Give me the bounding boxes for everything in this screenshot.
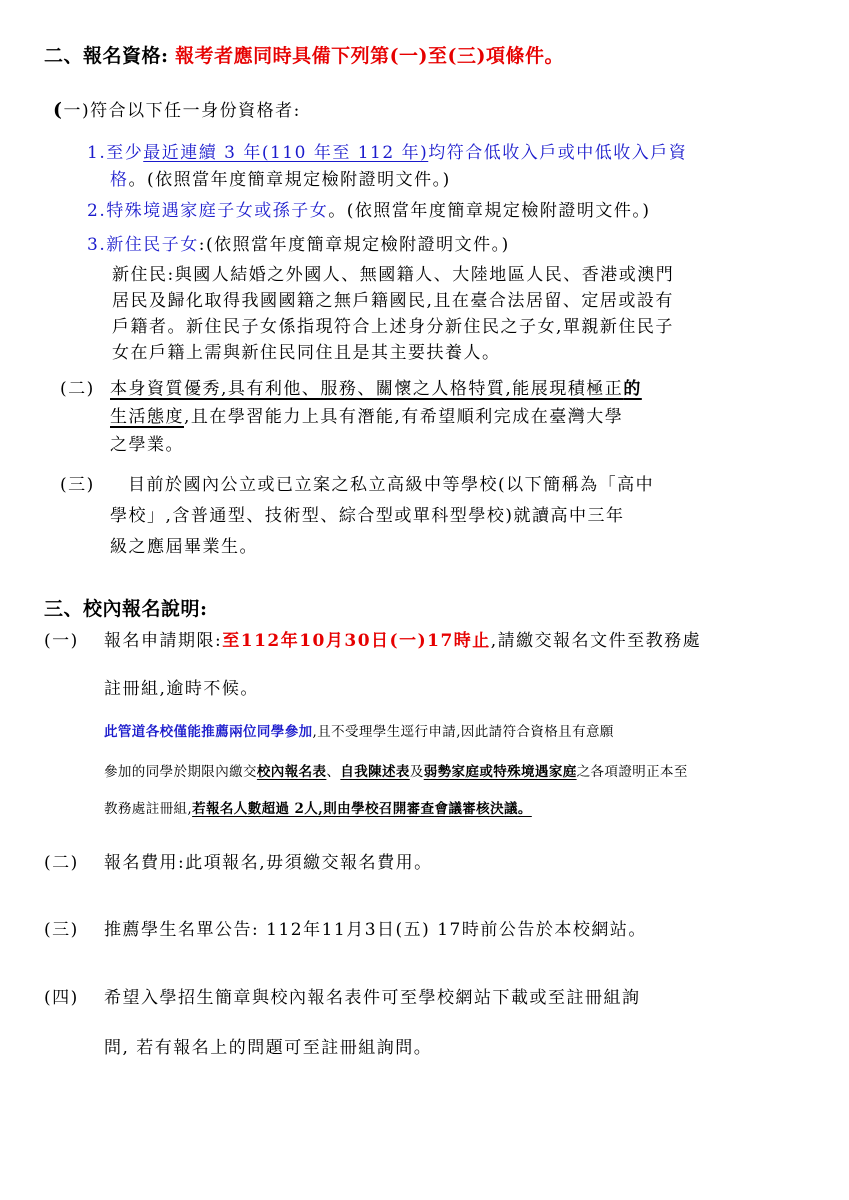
item1-note-line-3 xyxy=(104,803,532,817)
doc-self-statement: 自我陳述表 xyxy=(340,764,410,780)
item-3-desc-line: 居民及歸化取得我國國籍之無戶籍國民,且在臺合法居留、定居或設有 xyxy=(112,291,674,311)
condition-2-line2-underlined: 生活態度 xyxy=(110,407,184,427)
condition-1-text: 一)符合以下任一身份資格者: xyxy=(63,101,301,121)
section3-heading: 三、校內報名說明: xyxy=(44,598,208,620)
note-blue: 此管道各校僅能推薦兩位同學參加 xyxy=(104,724,313,740)
condition-2-label: (二) xyxy=(60,379,95,399)
condition-3-label: (三) xyxy=(60,475,95,495)
item-1-number: 1. xyxy=(87,143,107,163)
section2-heading-note: 報考者應同時具備下列第(一)至(三)項條件。 xyxy=(175,45,565,67)
item1-post: ,請繳交報名文件至教務處 xyxy=(490,631,702,651)
section3-item-3-text: 推薦學生名單公告: 112年11月3日(五) 17時前公告於本校網站。 xyxy=(104,920,647,940)
item-3-number: 3. xyxy=(87,235,107,255)
section3-item-1-label: (一) xyxy=(44,631,79,651)
item-3-desc-line: 戶籍者。新住民子女係指現符合上述身分新住民之子女,單親新住民子 xyxy=(112,317,674,337)
section2-heading: 二、報名資格: xyxy=(44,45,169,67)
item-2-rest: 。(依照當年度簡章規定檢附證明文件。) xyxy=(328,201,651,221)
doc-disadvantaged-family: 弱勢家庭或特殊境遇家庭 xyxy=(423,764,577,780)
section3-item-4-line-2: 問, 若有報名上的問題可至註冊組詢問。 xyxy=(104,1038,433,1058)
section3-item-4-label: (四) xyxy=(44,988,79,1008)
note-line3-bold: 若報名人數超過 2人,則由學校召開審查會議審核決議。 xyxy=(192,801,532,817)
note-line1-rest: ,且不受理學生逕行申請,因此請符合資格且有意願 xyxy=(312,724,614,740)
item-3-rest: :(依照當年度簡章規定檢附證明文件。) xyxy=(198,235,510,255)
section3-item-1-line-1 xyxy=(104,633,701,650)
note-sep2: 及 xyxy=(409,764,424,780)
note-line3-pre: 教務處註冊組, xyxy=(104,801,193,817)
condition-1-item-1-line-2 xyxy=(110,172,451,189)
note-sep1: 、 xyxy=(326,764,341,780)
condition-2-line-1 xyxy=(110,381,642,398)
condition-2-line-2 xyxy=(110,409,623,426)
item-1-line2-rest: 。(依照當年度簡章規定檢附證明文件。) xyxy=(128,170,451,190)
item-1-pre: 至少 xyxy=(106,143,144,163)
item-2-blue: 特殊境遇家庭子女或孫子女 xyxy=(106,201,329,221)
doc-registration-form: 校內報名表 xyxy=(256,764,327,780)
condition-1-heading xyxy=(53,101,301,120)
item1-note-line-2 xyxy=(104,766,688,780)
section3-item-1-line-2: 註冊組,逾時不候。 xyxy=(104,679,259,699)
item-1-line2-blue: 格 xyxy=(110,170,129,190)
condition-3-line: 學校」,含普通型、技術型、綜合型或單科型學校)就讀高中三年 xyxy=(110,506,625,526)
section3-item-2-text: 報名費用:此項報名,毋須繳交報名費用。 xyxy=(104,853,433,873)
condition-3-line: 目前於國內公立或已立案之私立高級中等學校(以下簡稱為「高中 xyxy=(128,475,655,495)
registration-deadline: 至112年10月30日(一)17時止 xyxy=(222,631,491,651)
condition-2-line1-text: 本身資質優秀,具有利他、服務、關懷之人格特質,能展現積極正 xyxy=(110,379,624,399)
section3-item-3-label: (三) xyxy=(44,920,79,940)
section3-item-2-label: (二) xyxy=(44,853,79,873)
item-3-desc-line: 女在戶籍上需與新住民同住且是其主要扶養人。 xyxy=(112,343,501,363)
item-1-underlined: 最近連續 3 年(110 年至 112 年) xyxy=(143,143,429,163)
section2-heading-line xyxy=(44,47,564,66)
condition-1-item-1-line-1 xyxy=(87,145,687,162)
condition-1-item-2 xyxy=(87,203,651,220)
item1-note-line-1 xyxy=(104,726,614,740)
condition-2-line1-end: 的 xyxy=(623,379,642,399)
section3-item-4-line-1: 希望入學招生簡章與校內報名表件可至學校網站下載或至註冊組詢 xyxy=(104,988,641,1008)
item-1-post: 均符合低收入戶或中低收入戶資 xyxy=(428,143,688,163)
item-3-blue: 新住民子女 xyxy=(106,235,199,255)
item-3-desc-line: 新住民:與國人結婚之外國人、無國籍人、大陸地區人民、香港或澳門 xyxy=(112,265,675,285)
item-2-number: 2. xyxy=(87,201,107,221)
condition-1-paren: ( xyxy=(53,99,64,121)
condition-1-item-3 xyxy=(87,237,510,254)
item1-pre: 報名申請期限: xyxy=(104,631,223,651)
condition-2-line-3: 之學業。 xyxy=(110,435,184,455)
note-line2-pre: 參加的同學於期限內繳交 xyxy=(104,764,257,780)
condition-2-line2-rest: ,且在學習能力上具有潛能,有希望順利完成在臺灣大學 xyxy=(184,407,624,427)
condition-3-line: 級之應屆畢業生。 xyxy=(110,537,258,557)
note-line2-post: 之各項證明正本至 xyxy=(576,764,688,780)
